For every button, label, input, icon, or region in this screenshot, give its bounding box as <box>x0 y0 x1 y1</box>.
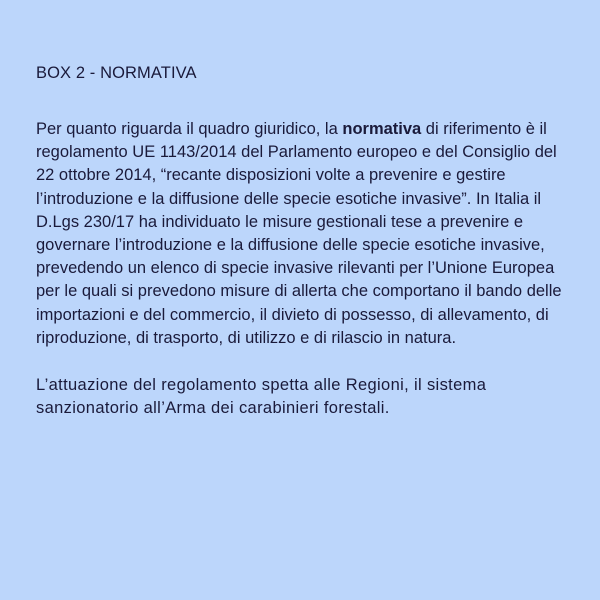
paragraph-implementation: L’attuazione del regolamento spetta alle Regioni, il sistema sanzionatorio all’Arma dei carabinieri forestali. <box>36 376 487 418</box>
box-title: BOX 2 - NORMATIVA <box>36 64 197 82</box>
paragraph-legal-framework <box>36 118 570 350</box>
paragraph-1-body: di riferimento è il regolamento UE 1143/2014 del Parlamento europeo e del Consiglio del 22 ottobre 2014, “recante disposizioni volte a prevenire e gestire l’introduzione e la diffusione delle specie esotiche invasive”. In Italia il D.Lgs 230/17 ha individuato le misure gestionali tese a prevenire e governare l’introduzione e la diffusione delle specie esotiche invasive, prevedendo un elenco di specie invasive rilevanti per l’Unione Europea per le quali si prevedono misure di allerta che comportano il bando delle importazioni e del commercio, il divieto di possesso, di allevamento, di riproduzione, di trasporto, di utilizzo e di rilascio in natura. <box>36 120 562 347</box>
emphasis-normativa: normativa <box>342 120 422 138</box>
paragraph-1-intro: Per quanto riguarda il quadro giuridico, la <box>36 120 343 138</box>
